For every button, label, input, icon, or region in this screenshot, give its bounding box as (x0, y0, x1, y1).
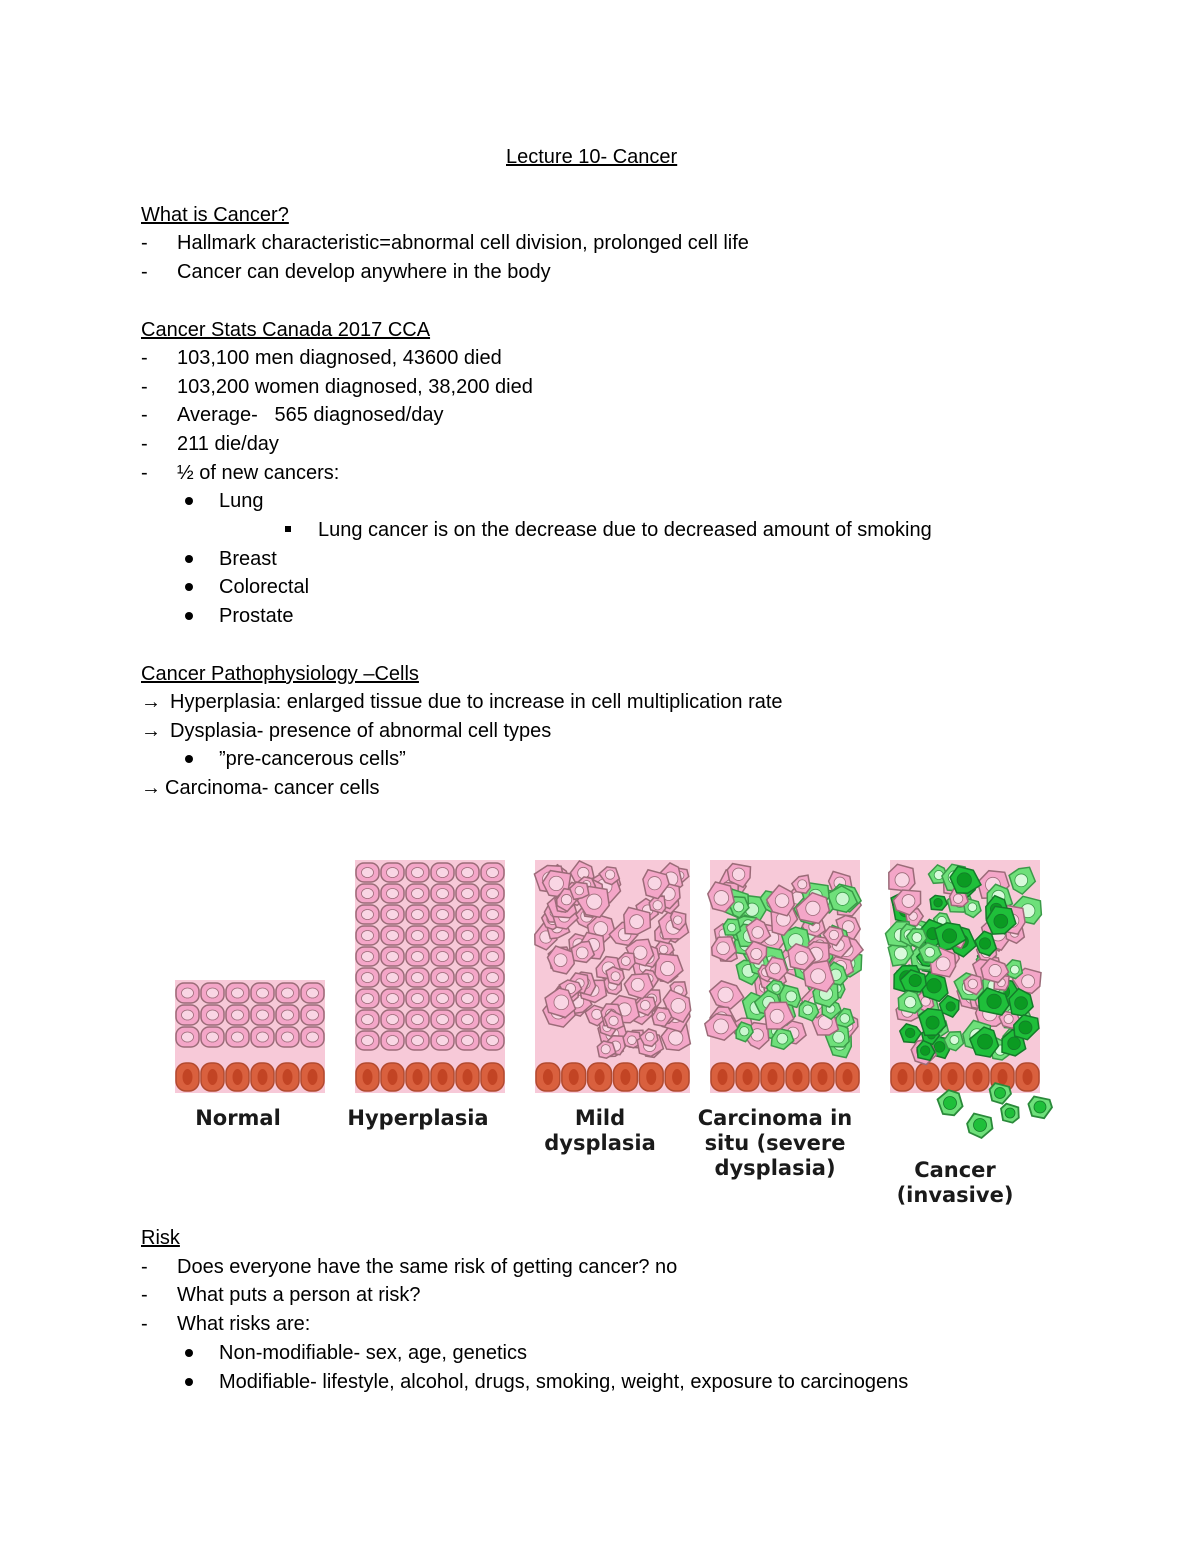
cell-nucleus (645, 1032, 654, 1041)
cell-nucleus (974, 1119, 987, 1132)
section-heading-cancer-stats: Cancer Stats Canada 2017 CCA (141, 319, 431, 341)
basal-nucleus (208, 1069, 218, 1085)
cell-nucleus (803, 1005, 813, 1015)
list-item: Carcinoma- cancer cells (165, 777, 380, 799)
cell-nucleus (714, 891, 729, 906)
dash-bullet: - (141, 1284, 148, 1306)
cell-nucleus (950, 1036, 959, 1045)
list-item: Hyperplasia: enlarged tissue due to increase in cell multiplication rate (170, 691, 783, 713)
cell-nucleus (387, 931, 399, 941)
cell-nucleus (674, 916, 683, 925)
cell-nucleus (989, 964, 1001, 976)
cell-nucleus (362, 973, 374, 983)
cell-nucleus (631, 978, 644, 991)
section-heading-pathophysiology: Cancer Pathophysiology –Cells (141, 663, 419, 685)
cell-nucleus (462, 973, 474, 983)
cell-nucleus (487, 994, 499, 1004)
bullet-dot (185, 497, 193, 505)
cell-nucleus (307, 1010, 319, 1020)
cell-nucleus (926, 1016, 939, 1029)
cell-nucleus (182, 988, 194, 998)
cell-nucleus (554, 954, 567, 967)
basal-nucleus (543, 1069, 553, 1085)
cell-nucleus (462, 1015, 474, 1025)
cell-nucleus (257, 1010, 269, 1020)
cell-nucleus (994, 914, 1008, 928)
cell-nucleus (462, 910, 474, 920)
cell-nucleus (609, 1016, 618, 1025)
stage-label-normal: Normal (195, 1106, 281, 1130)
basal-nucleus (388, 1069, 398, 1085)
list-item: Dysplasia- presence of abnormal cell types (170, 720, 552, 742)
cell-nucleus (487, 952, 499, 962)
cell-nucleus (806, 901, 820, 915)
basal-nucleus (743, 1069, 753, 1085)
bullet-dot (185, 555, 193, 563)
cell-nucleus (282, 1010, 294, 1020)
cell-nucleus (462, 889, 474, 899)
cell-nucleus (554, 995, 569, 1010)
cell-nucleus (944, 1097, 957, 1110)
cell-nucleus (927, 978, 941, 992)
basal-nucleus (308, 1069, 318, 1085)
cell-nucleus (412, 889, 424, 899)
cell-nucleus (362, 889, 374, 899)
stage-label-cis-line2: situ (severe (704, 1131, 846, 1155)
stage-label-cis-line3: dysplasia) (714, 1156, 836, 1180)
cell-nucleus (1015, 997, 1028, 1010)
basal-nucleus (413, 1069, 423, 1085)
cell-nucleus (462, 994, 474, 1004)
cell-nucleus (549, 876, 563, 890)
list-item: 103,100 men diagnosed, 43600 died (177, 347, 502, 369)
basal-nucleus (463, 1069, 473, 1085)
cell-nucleus (634, 946, 647, 959)
cancer-progression-figure (160, 845, 1060, 1215)
cell-nucleus (1022, 975, 1035, 988)
dash-bullet: - (141, 232, 148, 254)
cell-nucleus (257, 1032, 269, 1042)
cell-nucleus (772, 984, 780, 992)
cell-nucleus (592, 1009, 602, 1019)
cell-nucleus (412, 910, 424, 920)
cell-nucleus (487, 889, 499, 899)
cell-nucleus (630, 915, 644, 929)
cell-nucleus (909, 974, 921, 986)
basal-nucleus (718, 1069, 728, 1085)
cell-nucleus (727, 923, 735, 931)
cell-nucleus (232, 1032, 244, 1042)
cell-nucleus (1019, 1021, 1032, 1034)
cell-nucleus (714, 1019, 729, 1034)
cell-nucleus (621, 957, 630, 966)
basal-nucleus (363, 1069, 373, 1085)
cell-nucleus (207, 1010, 219, 1020)
cell-nucleus (732, 868, 744, 880)
cell-nucleus (387, 952, 399, 962)
basal-nucleus (898, 1069, 908, 1085)
cell-nucleus (387, 1015, 399, 1025)
stage-label-hyperplasia: Hyperplasia (347, 1106, 489, 1130)
arrow-bullet: → (141, 691, 161, 713)
cell-nucleus (257, 988, 269, 998)
cell-nucleus (362, 868, 374, 878)
cell-nucleus (942, 929, 956, 943)
cell-nucleus (769, 963, 780, 974)
cell-nucleus (979, 938, 990, 949)
cell-nucleus (671, 998, 686, 1013)
cell-nucleus (601, 1045, 610, 1054)
cell-nucleus (462, 1036, 474, 1046)
dash-bullet: - (141, 376, 148, 398)
cell-nucleus (751, 948, 762, 959)
basal-nucleus (948, 1069, 958, 1085)
cell-nucleus (905, 997, 916, 1008)
cell-nucleus (1010, 965, 1019, 974)
cell-nucleus (752, 927, 764, 939)
cell-nucleus (437, 952, 449, 962)
basal-nucleus (923, 1069, 933, 1085)
basal-nucleus (818, 1069, 828, 1085)
cell-nucleus (387, 973, 399, 983)
cell-nucleus (362, 1036, 374, 1046)
bullet-dot (185, 1378, 193, 1386)
basal-nucleus (973, 1069, 983, 1085)
cell-nucleus (1015, 874, 1028, 887)
cell-nucleus (786, 991, 797, 1002)
cell-nucleus (661, 961, 675, 975)
list-item: ½ of new cancers: (177, 462, 340, 484)
cell-nucleus (362, 994, 374, 1004)
cell-nucleus (576, 947, 588, 959)
cell-nucleus (611, 972, 620, 981)
list-item: Cancer can develop anywhere in the body (177, 261, 551, 283)
cell-nucleus (669, 1031, 683, 1045)
cell-nucleus (362, 952, 374, 962)
sub-list-item: Prostate (219, 605, 294, 627)
dash-bullet: - (141, 404, 148, 426)
cell-nucleus (232, 1010, 244, 1020)
list-item: Hallmark characteristic=abnormal cell division, prolonged cell life (177, 232, 749, 254)
cell-nucleus (387, 868, 399, 878)
cell-nucleus (717, 942, 730, 955)
cell-nucleus (207, 988, 219, 998)
cell-nucleus (905, 1028, 915, 1038)
cell-nucleus (412, 973, 424, 983)
cell-nucleus (387, 1036, 399, 1046)
basal-nucleus (569, 1069, 579, 1085)
cell-nucleus (207, 1032, 219, 1042)
cell-nucleus (362, 910, 374, 920)
cell-nucleus (437, 1036, 449, 1046)
cell-nucleus (977, 1034, 992, 1049)
stage-label-mild-line1: Mild (574, 1106, 626, 1130)
cell-nucleus (902, 895, 915, 908)
basal-nucleus (646, 1069, 656, 1085)
cell-nucleus (412, 952, 424, 962)
cell-nucleus (987, 994, 1001, 1008)
dash-bullet: - (141, 433, 148, 455)
arrow-bullet: → (141, 720, 161, 742)
list-item: Average- 565 diagnosed/day (177, 404, 444, 426)
cell-nucleus (740, 1027, 749, 1036)
basal-nucleus (768, 1069, 778, 1085)
cell-nucleus (798, 880, 807, 889)
cell-nucleus (437, 868, 449, 878)
basal-nucleus (183, 1069, 193, 1085)
basal-nucleus (283, 1069, 293, 1085)
cell-nucleus (934, 1042, 945, 1053)
cell-nucleus (777, 1033, 788, 1044)
cell-nucleus (462, 931, 474, 941)
cell-nucleus (437, 973, 449, 983)
cell-nucleus (412, 1015, 424, 1025)
bullet-square (285, 526, 291, 532)
dash-bullet: - (141, 261, 148, 283)
basal-nucleus (998, 1069, 1008, 1085)
cell-nucleus (587, 894, 602, 909)
cell-nucleus (718, 987, 733, 1002)
cell-nucleus (487, 1036, 499, 1046)
list-item: 211 die/day (177, 433, 279, 455)
cell-nucleus (934, 898, 943, 907)
cell-nucleus (487, 910, 499, 920)
cell-nucleus (775, 894, 789, 908)
sub-list-item: Non-modifiable- sex, age, genetics (219, 1342, 527, 1364)
basal-nucleus (233, 1069, 243, 1085)
cell-nucleus (659, 945, 668, 954)
sub-list-item: Colorectal (219, 576, 310, 598)
cell-nucleus (1004, 1014, 1013, 1023)
basal-nucleus (438, 1069, 448, 1085)
cell-nucleus (648, 877, 661, 890)
dash-bullet: - (141, 1256, 148, 1278)
cell-nucleus (1034, 1101, 1046, 1113)
cell-nucleus (840, 1014, 850, 1024)
stage-label-cis-line1: Carcinoma in (697, 1106, 853, 1130)
cell-nucleus (437, 889, 449, 899)
cell-nucleus (936, 957, 950, 971)
cell-nucleus (487, 931, 499, 941)
cell-nucleus (232, 988, 244, 998)
dash-bullet: - (141, 347, 148, 369)
cell-nucleus (894, 947, 907, 960)
cell-nucleus (925, 947, 935, 957)
sub-list-item: Modifiable- lifestyle, alcohol, drugs, smoking, weight, exposure to carcinogens (219, 1371, 909, 1393)
cell-nucleus (487, 1015, 499, 1025)
bullet-dot (185, 1349, 193, 1357)
list-item: Does everyone have the same risk of getting cancer? no (177, 1256, 678, 1278)
cell-nucleus (387, 910, 399, 920)
cell-nucleus (1005, 1108, 1015, 1118)
cell-nucleus (412, 994, 424, 1004)
dash-bullet: - (141, 462, 148, 484)
cell-nucleus (307, 1032, 319, 1042)
basal-nucleus (843, 1069, 853, 1085)
bullet-dot (185, 583, 193, 591)
bullet-dot (185, 612, 193, 620)
stage-label-cancer-line1: Cancer (914, 1158, 996, 1182)
basal-nucleus (620, 1069, 630, 1085)
section-heading-what-is-cancer: What is Cancer? (141, 204, 289, 226)
cell-nucleus (282, 1032, 294, 1042)
arrow-bullet: → (141, 777, 161, 799)
cell-nucleus (957, 873, 971, 887)
cell-nucleus (770, 1009, 784, 1023)
cell-nucleus (362, 1015, 374, 1025)
basal-nucleus (595, 1069, 605, 1085)
cell-nucleus (895, 873, 909, 887)
cell-nucleus (968, 903, 977, 912)
cell-nucleus (412, 1036, 424, 1046)
cell-nucleus (657, 1012, 666, 1021)
cell-nucleus (811, 969, 826, 984)
cell-nucleus (833, 1031, 845, 1043)
cell-nucleus (995, 1088, 1006, 1099)
cell-nucleus (968, 979, 978, 989)
cell-nucleus (594, 922, 608, 936)
cell-nucleus (437, 931, 449, 941)
cell-nucleus (182, 1032, 194, 1042)
sub-sub-list-item: Lung cancer is on the decrease due to decreased amount of smoking (318, 519, 932, 541)
cell-nucleus (437, 1015, 449, 1025)
cell-nucleus (387, 994, 399, 1004)
cell-nucleus (734, 902, 744, 912)
sub-list-item: Lung (219, 490, 264, 512)
cell-nucleus (307, 988, 319, 998)
list-item: What puts a person at risk? (177, 1284, 421, 1306)
bullet-dot (185, 755, 193, 763)
cell-nucleus (462, 952, 474, 962)
basal-nucleus (1023, 1069, 1033, 1085)
cell-nucleus (387, 889, 399, 899)
cell-nucleus (575, 886, 584, 895)
cell-nucleus (282, 988, 294, 998)
sub-list-item: ”pre-cancerous cells” (219, 748, 406, 770)
basal-nucleus (672, 1069, 682, 1085)
cell-nucleus (920, 1046, 930, 1056)
cell-nucleus (437, 910, 449, 920)
cell-nucleus (1008, 1037, 1021, 1050)
list-item: What risks are: (177, 1313, 311, 1335)
basal-nucleus (488, 1069, 498, 1085)
cell-nucleus (953, 894, 962, 903)
cell-nucleus (829, 930, 838, 939)
cell-nucleus (487, 973, 499, 983)
cell-nucleus (561, 894, 571, 904)
cell-nucleus (412, 931, 424, 941)
page-title: Lecture 10- Cancer (506, 146, 678, 168)
cell-nucleus (946, 1002, 955, 1011)
stage-label-cancer-line2: (invasive) (896, 1183, 1014, 1207)
cell-nucleus (795, 952, 808, 965)
stage-labels (195, 1106, 1013, 1207)
cell-nucleus (653, 901, 662, 910)
cell-nucleus (912, 933, 922, 943)
cell-nucleus (362, 931, 374, 941)
cell-nucleus (836, 892, 849, 905)
cell-nucleus (462, 868, 474, 878)
sub-list-item: Breast (219, 548, 277, 570)
cell-nucleus (640, 1000, 650, 1010)
stage-label-mild-line2: dysplasia (544, 1131, 656, 1155)
cell-nucleus (437, 994, 449, 1004)
basal-nucleus (793, 1069, 803, 1085)
basal-nucleus (258, 1069, 268, 1085)
cell-nucleus (487, 868, 499, 878)
dash-bullet: - (141, 1313, 148, 1335)
cell-nucleus (605, 870, 614, 879)
cell-nucleus (182, 1010, 194, 1020)
cell-nucleus (412, 868, 424, 878)
cell-nucleus (627, 1036, 636, 1045)
list-item: 103,200 women diagnosed, 38,200 died (177, 376, 533, 398)
section-heading-risk: Risk (141, 1227, 180, 1249)
